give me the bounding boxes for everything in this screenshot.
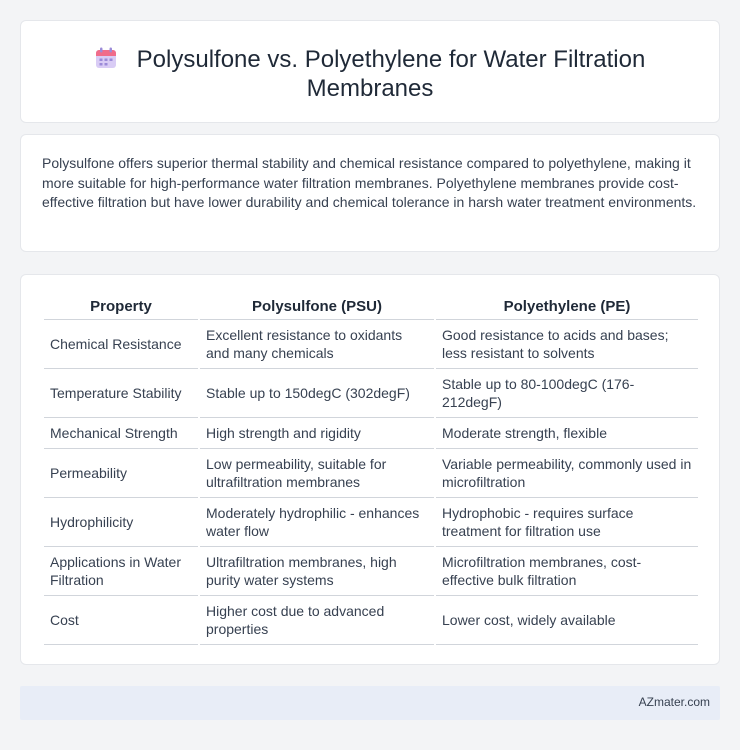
table-row: [44, 498, 698, 547]
comparison-table-card: [20, 274, 720, 665]
cell-polyethylene: Hydrophobic - requires surface treatment for filtration use: [436, 498, 698, 547]
table-header-row: [44, 295, 698, 320]
cell-polyethylene: Moderate strength, flexible: [436, 418, 698, 449]
table-row: [44, 547, 698, 596]
table-row: [44, 418, 698, 449]
cell-property: Hydrophilicity: [44, 498, 198, 547]
table-row: [44, 596, 698, 645]
cell-polyethylene: Microfiltration membranes, cost-effective bulk filtration: [436, 547, 698, 596]
comparison-table: [42, 295, 700, 645]
header-polyethylene: Polyethylene (PE): [436, 295, 698, 320]
table-row: [44, 369, 698, 418]
cell-property: Mechanical Strength: [44, 418, 198, 449]
description-text: Polysulfone offers superior thermal stability and chemical resistance compared to polyethylene, making it more suitable for high-performance water filtration membranes. Polyethylene membranes provide cost-effective filtration but have lower durability and chemical tolerance in harsh water treatment environments.: [42, 155, 697, 210]
cell-polyethylene: Stable up to 80-100degC (176-212degF): [436, 369, 698, 418]
cell-property: Temperature Stability: [44, 369, 198, 418]
cell-polysulfone: High strength and rigidity: [200, 418, 434, 449]
description-card: [20, 134, 720, 252]
cell-polysulfone: Stable up to 150degC (302degF): [200, 369, 434, 418]
header-polysulfone: Polysulfone (PSU): [200, 295, 434, 320]
cell-polyethylene: Lower cost, widely available: [436, 596, 698, 645]
cell-polysulfone: Excellent resistance to oxidants and many chemicals: [200, 320, 434, 369]
table-row: [44, 449, 698, 498]
calendar-icon: [95, 47, 117, 69]
cell-polyethylene: Good resistance to acids and bases; less resistant to solvents: [436, 320, 698, 369]
title-wrap: [21, 45, 719, 103]
cell-polysulfone: Ultrafiltration membranes, high purity water systems: [200, 547, 434, 596]
cell-property: Applications in Water Filtration: [44, 547, 198, 596]
header-property: Property: [44, 295, 198, 320]
cell-property: Cost: [44, 596, 198, 645]
page-title: Polysulfone vs. Polyethylene for Water Filtration Membranes: [136, 46, 646, 102]
footer-bar: [20, 686, 720, 720]
cell-polysulfone: Moderately hydrophilic - enhances water flow: [200, 498, 434, 547]
cell-polyethylene: Variable permeability, commonly used in microfiltration: [436, 449, 698, 498]
cell-property: Chemical Resistance: [44, 320, 198, 369]
cell-polysulfone: Low permeability, suitable for ultrafiltration membranes: [200, 449, 434, 498]
footer-site-link[interactable]: AZmater.com: [638, 695, 710, 709]
cell-polysulfone: Higher cost due to advanced properties: [200, 596, 434, 645]
title-card: [20, 20, 720, 123]
table-row: [44, 320, 698, 369]
cell-property: Permeability: [44, 449, 198, 498]
